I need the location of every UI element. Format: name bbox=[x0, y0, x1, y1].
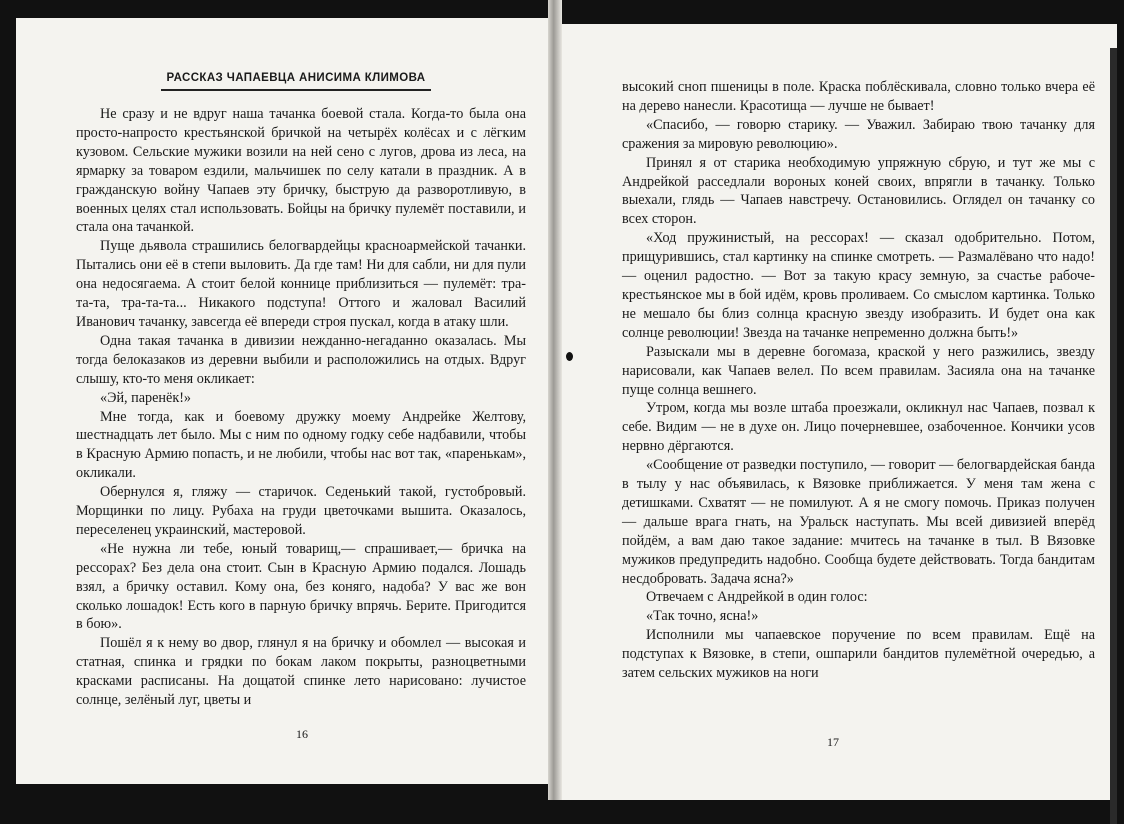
paragraph: Не сразу и не вдруг наша тачанка боевой стала. Когда-то была она просто-напросто крестьянской бричкой на четырёх колёсах и с лёгким кузовом. Сельские мужики возили на ней сено с лугов, дрова из леса, на ярмарку за товаром ездили, мальчишек по селу катали в праздник. А в гражданскую войну Чапаев эту бричку, быструю да разворотливую, в военных целях стал использовать. Бойцы на бричку пулемёт поставили, и стала она тачанкой. bbox=[76, 106, 526, 236]
paragraph: «Эй, паренёк!» bbox=[100, 389, 192, 406]
page-number-right: 17 bbox=[827, 735, 839, 749]
paragraph: высокий сноп пшеницы в поле. Краска поблёскивала, словно только вчера её на дерево нанесли. Красотища — лучше не бывает! bbox=[622, 79, 1095, 114]
paragraph: Пуще дьявола страшились белогвардейцы красноармейской тачанки. Пытались они её в степи выловить. Да где там! Ни для сабли, ни для пули она недосягаема. А стоит белой коннице приблизиться — пулемёт: тра-та-та, тра-та-та... Никакого подступа! Оттого и жаловал Василий Иванович тачанку, завсегда её впереди строя пускал, когда в атаку шли. bbox=[76, 238, 526, 330]
paragraph: Мне тогда, как и боевому дружку моему Андрейке Желтову, шестнадцать лет было. Мы с ним по одному годку себе надбавили, чтобы в Красную Армию попасть, и не любили, чтобы нас вот так, «паренькам», окликали. bbox=[76, 408, 526, 482]
paragraph: «Не нужна ли тебе, юный товарищ,— спрашивает,— бричка на рессорах? Без дела она стоит. Сын в Красную Армию подался. Лошадь взял, а бричку оставил. Кому она, без коняго, надоба? У вас же вон сколько лошадок! Есть кого в парную бричку впрячь. Берите. Пригодится в бою». bbox=[76, 540, 526, 633]
right-page bbox=[562, 24, 1117, 800]
paragraph: «Спасибо, — говорю старику. — Уважил. Забираю твою тачанку для сражения за мировую революцию». bbox=[622, 116, 1095, 152]
paragraph: Разыскали мы в деревне богомаза, краской у него разжились, звезду нарисовали, как Чапаев велел. По всем правилам. Засияла она на тачанке пуще солнца вешнего. bbox=[622, 343, 1095, 398]
paragraph: Обернулся я, гляжу — старичок. Седенький такой, густобровый. Морщинки по лицу. Рубаха на груди цветочками вышита. Оказалось, переселенец украинский, мастеровой. bbox=[76, 484, 526, 538]
paragraph: Принял я от старика необходимую упряжную сбрую, и тут же мы с Андрейкой расседлали вороных коней своих, впрягли в тачанку. Только выехали, глядь — Чапаев навстречу. Остановились. Оглядел он тачанку со всех сторон. bbox=[622, 154, 1095, 228]
book-spine bbox=[548, 0, 562, 800]
paragraph: Одна такая тачанка в дивизии нежданно-негаданно оказалась. Мы тогда белоказаков из деревни выбили и расположились на отдых. Вдруг слышу, кто-то меня окликает: bbox=[76, 332, 526, 387]
paragraph: Пошёл я к нему во двор, глянул я на бричку и обомлел — высокая и статная, спинка и грядки по бокам лаком покрыты, разноцветными красками расписаны. На дощатой спинке лето нарисовано: лучистое солнце, зелёный луг, цветы и bbox=[76, 635, 526, 709]
chapter-header: РАССКАЗ ЧАПАЕВЦА АНИСИМА КЛИМОВА bbox=[161, 72, 431, 91]
binding-hole bbox=[566, 352, 573, 361]
left-page-text bbox=[76, 105, 526, 710]
page-number-left: 16 bbox=[296, 727, 308, 741]
right-page-text bbox=[622, 78, 1095, 683]
paragraph: Отвечаем с Андрейкой в один голос: bbox=[646, 589, 868, 606]
paragraph: «Ход пружинистый, на рессорах! — сказал одобрительно. Потом, прищурившись, стал картинку на спинке смотреть. — Размалёвано что надо! — оценил радостно. — Вот за такую красу земную, за счастье рабоче-крестьянское мы в бой идём, кровь проливаем. Со смыслом картинка. Только не мешало бы близ солнца красную звезду изобразить. И будет она как солнце революции! Звезда на тачанке непременно должна быть!» bbox=[622, 230, 1095, 341]
paragraph: «Так точно, ясна!» bbox=[646, 608, 759, 625]
paragraph: Исполнили мы чапаевское поручение по всем правилам. Ещё на подступах к Вязовке, в степи, ошпарили бандитов пулемётной очередью, а затем сельских мужиков на ноги bbox=[622, 627, 1095, 682]
paragraph: «Сообщение от разведки поступило, — говорит — белогвардейская банда в тылу у нас объявилась, к Вязовке приближается. У меня там жена с детишками. Схватят — не помилуют. А я не смогу помочь. Приказ получен — дальше врага гнать, на Уральск наступать. Мы всей дивизией вперёд пойдём, а вам даю такое задание: мчитесь на тачанке в тыл. В Вязовке мужиков предупредить надобно. Сообща будете действовать. Тогда бандитам несдобровать. Задача ясна?» bbox=[622, 457, 1096, 587]
page-edge-shadow bbox=[1110, 48, 1117, 824]
paragraph: Утром, когда мы возле штаба проезжали, окликнул нас Чапаев, позвал к себе. Видим — не в духе он. Лицо почерневшее, озабоченное. Кончики усов нервно дёргаются. bbox=[622, 400, 1095, 455]
left-page bbox=[16, 18, 548, 784]
